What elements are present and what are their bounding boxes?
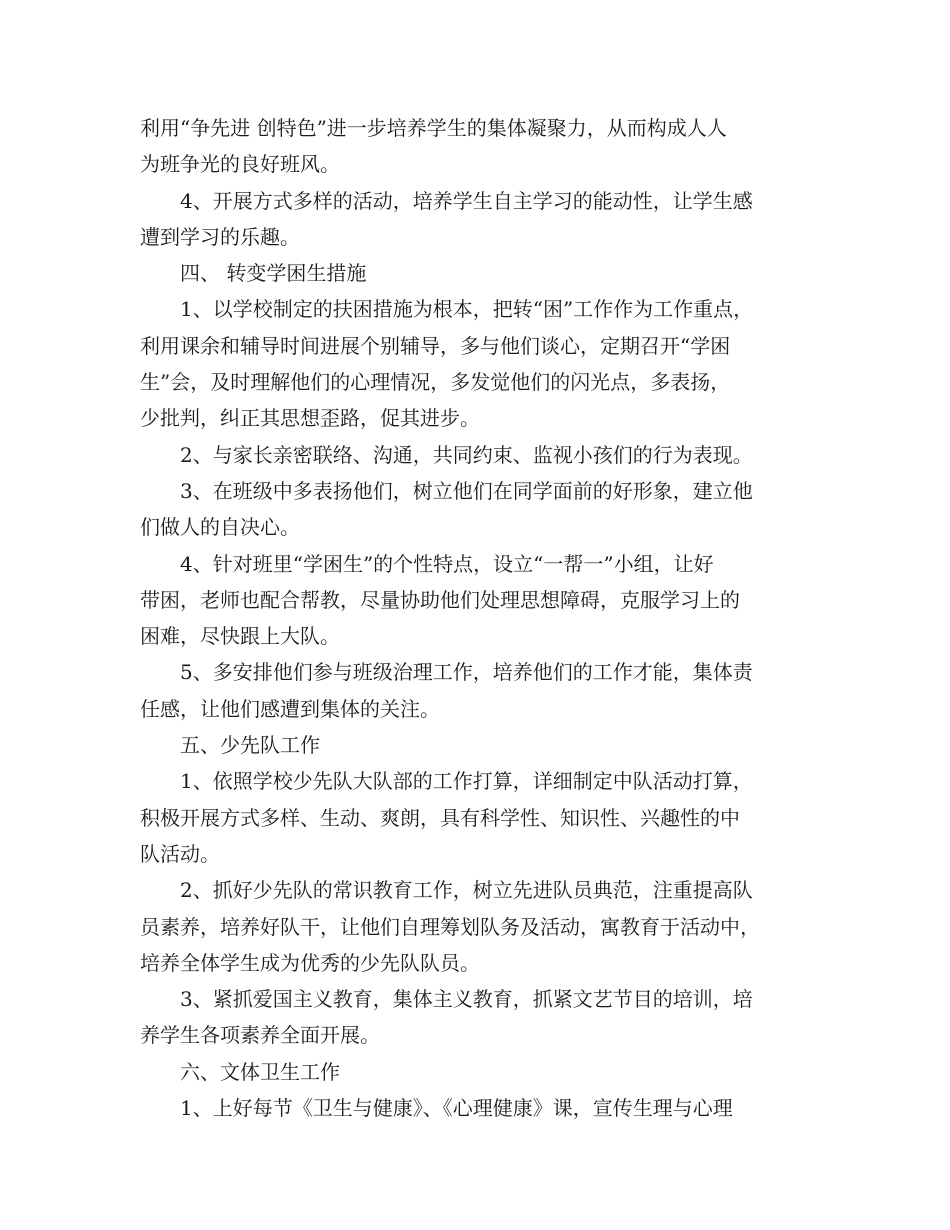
paragraph (140, 183, 812, 256)
section-heading (140, 727, 812, 763)
text-line: 困难，尽快跟上大队。 (140, 624, 340, 649)
text-line: 利用“争先进 创特色”进一步培养学生的集体凝聚力，从而构成人人 (140, 116, 727, 140)
text-line: 4、开展方式多样的活动，培养学生自主学习的能动性，让学生感 (180, 188, 753, 213)
text-line: 员素养，培养好队干，让他们自理筹划队务及活动，寓教育于活动中， (140, 914, 760, 939)
text-line: 五、少先队工作 (180, 733, 320, 758)
text-line: 1、以学校制定的扶困措施为根本，把转“困”工作作为工作重点， (180, 297, 754, 322)
text-line: 1、依照学校少先队大队部的工作打算，详细制定中队活动打算， (180, 769, 753, 794)
text-line: 2、抓好少先队的常识教育工作，树立先进队员典范，注重提高队 (180, 878, 753, 903)
document-body (140, 110, 812, 1126)
paragraph (140, 291, 812, 436)
paragraph (140, 1090, 812, 1126)
text-line: 培养全体学生成为优秀的少先队队员。 (140, 950, 480, 975)
text-line: 队活动。 (140, 841, 220, 866)
paragraph (140, 981, 812, 1054)
text-line: 4、针对班里“学困生”的个性特点，设立“一帮一”小组，让好 (180, 551, 714, 576)
text-line: 任感，让他们感遭到集体的关注。 (140, 696, 440, 721)
text-line: 少批判，纠正其思想歪路，促其进步。 (140, 406, 480, 431)
paragraph (140, 654, 812, 727)
paragraph (140, 872, 812, 981)
text-line: 积极开展方式多样、生动、爽朗，具有科学性、知识性、兴趣性的中 (140, 805, 740, 830)
paragraph (140, 546, 812, 655)
text-line: 养学生各项素养全面开展。 (140, 1023, 380, 1048)
text-line: 遭到学习的乐趣。 (140, 224, 300, 249)
text-line: 2、与家长亲密联络、沟通，共同约束、监视小孩们的行为表现。 (180, 442, 753, 467)
paragraph (140, 110, 812, 183)
text-line: 们做人的自决心。 (140, 515, 300, 540)
paragraph (140, 473, 812, 546)
text-line: 1、上好每节《卫生与健康》、《心理健康》课，宣传生理与心理 (180, 1096, 733, 1121)
section-heading (140, 255, 812, 291)
paragraph (140, 437, 812, 473)
text-line: 3、在班级中多表扬他们，树立他们在同学面前的好形象，建立他 (180, 478, 753, 503)
paragraph (140, 763, 812, 872)
text-line: 为班争光的良好班风。 (140, 152, 340, 177)
text-line: 生”会，及时理解他们的心理情况，多发觉他们的闪光点，多表扬， (140, 370, 731, 395)
text-line: 3、紧抓爱国主义教育，集体主义教育，抓紧文艺节目的培训，培 (180, 987, 753, 1012)
text-line: 四、 转变学困生措施 (180, 261, 367, 286)
text-line: 5、多安排他们参与班级治理工作，培养他们的工作才能，集体责 (180, 660, 753, 685)
text-line: 带困，老师也配合帮教，尽量协助他们处理思想障碍，克服学习上的 (140, 587, 740, 612)
text-line: 六、文体卫生工作 (180, 1059, 340, 1084)
text-line: 利用课余和辅导时间进展个别辅导，多与他们谈心，定期召开“学困 (140, 333, 731, 358)
section-heading (140, 1054, 812, 1090)
